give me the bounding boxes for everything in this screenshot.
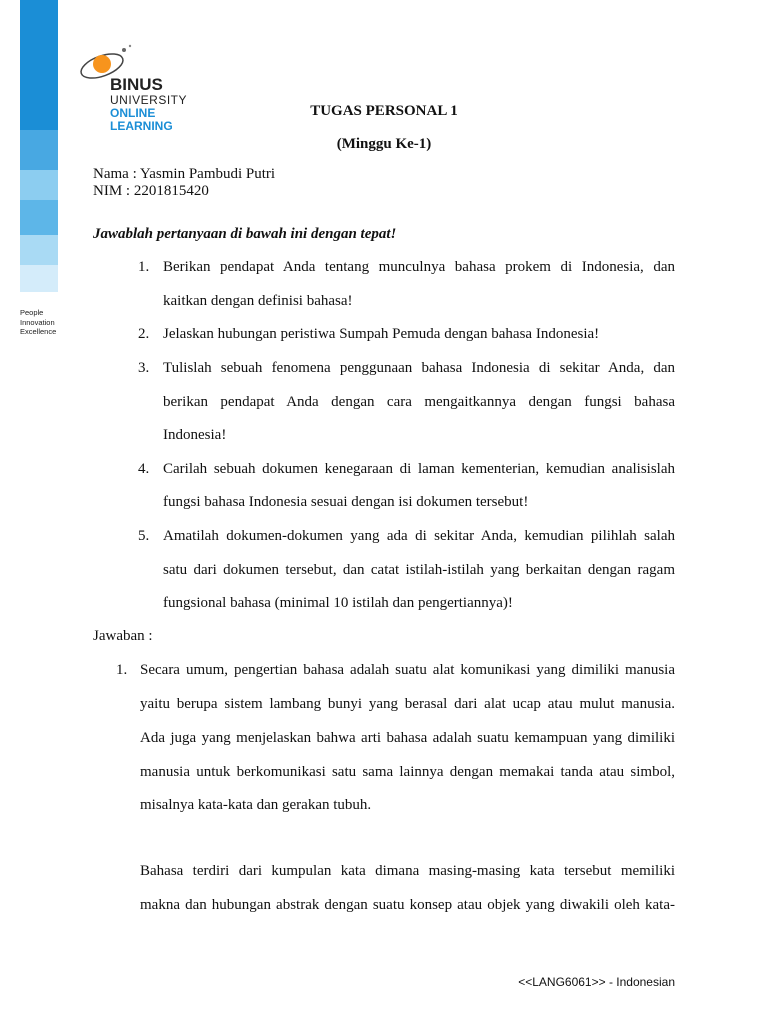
answer-line: misalnya kata-kata dan gerakan tubuh. <box>140 797 372 813</box>
tagline: People Innovation Excellence <box>20 308 57 336</box>
question-line: satu dari dokumen tersebut, dan catat istilah-istilah yang berkaitan dengan ragam <box>163 562 675 578</box>
question-number: 4. <box>138 461 150 477</box>
question-line: fungsional bahasa (minimal 10 istilah dan pengertiannya)! <box>163 595 513 611</box>
question-line: Jelaskan hubungan peristiwa Sumpah Pemuda dengan bahasa Indonesia! <box>163 326 600 342</box>
student-name: Nama : Yasmin Pambudi Putri <box>93 166 276 182</box>
answer-label: Jawaban : <box>93 628 153 644</box>
brand-university: UNIVERSITY <box>110 93 188 107</box>
page-footer: <<LANG6061>> - Indonesian <box>518 975 675 989</box>
answer-line: yaitu berupa sistem lambang bunyi yang berasal dari alat ucap atau mulut manusia. <box>140 696 675 712</box>
student-nim: NIM : 2201815420 <box>93 183 209 199</box>
question-line: Berikan pendapat Anda tentang munculnya bahasa prokem di Indonesia, dan <box>163 259 675 275</box>
question-line: Amatilah dokumen-dokumen yang ada di sekitar Anda, kemudian pilihlah salah <box>163 528 675 544</box>
question-line: Tulislah sebuah fenomena penggunaan bahasa Indonesia di sekitar Anda, dan <box>163 360 675 376</box>
question-number: 3. <box>138 360 150 376</box>
brand-learning: LEARNING <box>110 119 173 133</box>
question-number: 1. <box>138 259 150 275</box>
brand-online: ONLINE <box>110 106 156 120</box>
question-line: fungsi bahasa Indonesia sesuai dengan isi dokumen tersebut! <box>163 494 529 510</box>
answer-line: manusia untuk berkomunikasi satu sama lainnya dengan memakai tanda atau simbol, <box>140 764 675 780</box>
page-subtitle: (Minggu Ke-1) <box>336 136 432 152</box>
question-line: Indonesia! <box>163 427 227 443</box>
answer-line: makna dan hubungan abstrak dengan suatu konsep atau objek yang diwakili oleh kata- <box>140 897 675 913</box>
answer-line: Secara umum, pengertian bahasa adalah suatu alat komunikasi yang dimiliki manusia <box>140 662 675 678</box>
question-line: kaitkan dengan definisi bahasa! <box>163 293 353 309</box>
answer-number: 1. <box>116 662 128 678</box>
question-line: Carilah sebuah dokumen kenegaraan di laman kementerian, kemudian analisislah <box>163 461 675 477</box>
question-number: 5. <box>138 528 150 544</box>
answer-line: Bahasa terdiri dari kumpulan kata dimana masing-masing kata tersebut memiliki <box>140 863 675 879</box>
answer-line: Ada juga yang menjelaskan bahwa arti bahasa adalah suatu kemampuan yang dimiliki <box>140 730 675 746</box>
question-number: 2. <box>138 326 150 342</box>
question-line: berikan pendapat Anda dengan cara mengaitkannya dengan fungsi bahasa <box>163 394 675 410</box>
brand-binus: BINUS <box>110 75 163 94</box>
page-title: TUGAS PERSONAL 1 <box>310 103 458 119</box>
instruction: Jawablah pertanyaan di bawah ini dengan tepat! <box>93 226 397 242</box>
